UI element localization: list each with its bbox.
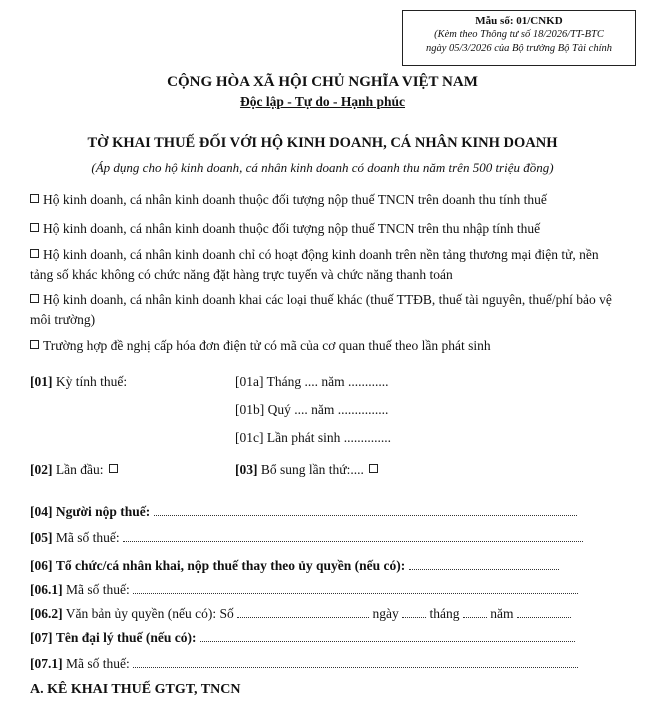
form-circular-date: ngày 05/3/2026 của Bộ trưởng Bộ Tài chính bbox=[425, 43, 613, 54]
checkbox[interactable] bbox=[30, 249, 39, 258]
option-5[interactable]: Trường hợp đề nghị cấp hóa đơn điện tử có mã của cơ quan thuế theo lần phát sinh bbox=[30, 336, 615, 356]
supplement-checkbox[interactable] bbox=[369, 464, 378, 473]
authorized-field[interactable] bbox=[409, 559, 559, 570]
agent-tax-code-row: [07.1] Mã số thuế: bbox=[30, 654, 615, 674]
first-time-checkbox[interactable] bbox=[109, 464, 118, 473]
checkbox[interactable] bbox=[30, 294, 39, 303]
form-number-box bbox=[402, 10, 636, 66]
authorization-doc-row: [06.2] Văn bản ủy quyền (nếu có): Số ngày tháng năm bbox=[30, 604, 615, 624]
authorized-tax-code-field[interactable] bbox=[133, 583, 578, 594]
supplement-row: [03] Bổ sung lần thứ:.... bbox=[235, 460, 535, 480]
tax-code-field[interactable] bbox=[123, 531, 583, 542]
tax-agent-row: [07] Tên đại lý thuế (nếu có): bbox=[30, 628, 615, 648]
motto: Độc lập - Tự do - Hạnh phúc bbox=[239, 94, 406, 109]
form-subtitle: (Áp dụng cho hộ kinh doanh, cá nhân kinh doanh có doanh thu năm trên 500 triệu đồng) bbox=[91, 160, 554, 175]
section-a-heading: A. KÊ KHAI THUẾ GTGT, TNCN bbox=[30, 682, 241, 697]
checkbox[interactable] bbox=[30, 223, 39, 232]
doc-day-field[interactable] bbox=[402, 607, 426, 618]
form-circular-ref: (Kèm theo Thông tư số 18/2026/TT-BTC bbox=[434, 29, 604, 40]
tax-code-row: [05] Mã số thuế: bbox=[30, 528, 615, 548]
option-2[interactable]: Hộ kinh doanh, cá nhân kinh doanh thuộc đối tượng nộp thuế TNCN trên thu nhập tính thuế bbox=[30, 219, 615, 239]
authorized-row: [06] Tổ chức/cá nhân khai, nộp thuế thay theo ủy quyền (nếu có): bbox=[30, 556, 615, 576]
motto-wrap bbox=[0, 93, 645, 111]
period-row: [01] Kỳ tính thuế: bbox=[30, 374, 128, 389]
option-1[interactable]: Hộ kinh doanh, cá nhân kinh doanh thuộc đối tượng nộp thuế TNCN trên doanh thu tính thuế bbox=[30, 190, 615, 210]
option-4[interactable]: Hộ kinh doanh, cá nhân kinh doanh khai các loại thuế khác (thuế TTĐB, thuế tài nguyên, thuế/phí bảo vệ môi trường) bbox=[30, 292, 612, 327]
first-time-row: [02] Lần đầu: bbox=[30, 460, 230, 480]
period-month[interactable]: [01a] Tháng .... năm ............ bbox=[235, 374, 389, 389]
form-number: Mẫu số: 01/CNKD bbox=[475, 15, 563, 27]
tax-agent-field[interactable] bbox=[200, 631, 575, 642]
checkbox[interactable] bbox=[30, 194, 39, 203]
authorized-tax-code-row: [06.1] Mã số thuế: bbox=[30, 580, 615, 600]
doc-year-field[interactable] bbox=[517, 607, 571, 618]
taxpayer-row: [04] Người nộp thuế: bbox=[30, 502, 615, 522]
doc-month-field[interactable] bbox=[463, 607, 487, 618]
checkbox[interactable] bbox=[30, 340, 39, 349]
doc-number-field[interactable] bbox=[237, 607, 369, 618]
period-quarter[interactable]: [01b] Quý .... năm ............... bbox=[235, 402, 389, 417]
option-3[interactable]: Hộ kinh doanh, cá nhân kinh doanh chỉ có hoạt động kinh doanh trên nền tảng thương mại điện tử, nền tảng số khác không có chức năng đặt hàng trực tuyến và chức năng thanh toán bbox=[30, 247, 599, 282]
period-occurrence[interactable]: [01c] Lần phát sinh .............. bbox=[235, 430, 391, 445]
agent-tax-code-field[interactable] bbox=[133, 657, 578, 668]
country-name: CỘNG HÒA XÃ HỘI CHỦ NGHĨA VIỆT NAM bbox=[167, 74, 478, 90]
form-title: TỜ KHAI THUẾ ĐỐI VỚI HỘ KINH DOANH, CÁ NHÂN KINH DOANH bbox=[87, 135, 558, 151]
taxpayer-field[interactable] bbox=[154, 505, 577, 516]
